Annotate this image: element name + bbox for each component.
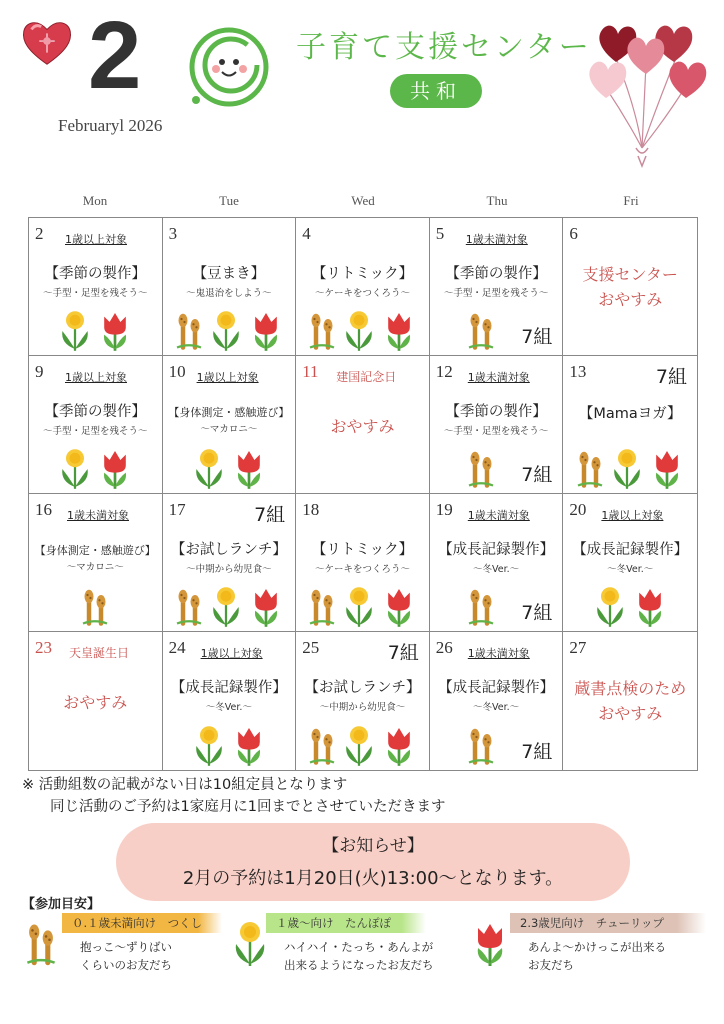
calendar-cell-4 bbox=[296, 218, 430, 356]
date-number: 2 bbox=[35, 224, 44, 243]
calendar-cell-9 bbox=[29, 356, 163, 494]
horsetail-icon bbox=[174, 585, 204, 629]
calendar-cell-5 bbox=[430, 218, 564, 356]
target-label: 1歳以上対象 bbox=[65, 371, 127, 384]
date-number: 4 bbox=[302, 224, 311, 243]
horsetail-icon bbox=[466, 724, 496, 768]
activity-icons bbox=[563, 585, 697, 629]
legend-desc-line: 抱っこ～ずりばい bbox=[80, 940, 172, 954]
smile-logo-icon bbox=[188, 26, 270, 108]
tulip-icon bbox=[97, 309, 133, 353]
activity-icons bbox=[296, 309, 429, 353]
activity-detail: ～冬Ver.～ bbox=[473, 564, 520, 575]
legend-desc-line: くらいのお友だち bbox=[80, 958, 172, 972]
heart-balloons-icon bbox=[576, 18, 716, 168]
tulip-icon bbox=[381, 585, 417, 629]
note-line-1: ※ 活動組数の記載がない日は10組定員となります bbox=[22, 777, 348, 793]
legend-desc-tulip bbox=[528, 938, 666, 974]
date-number: 3 bbox=[168, 224, 178, 243]
date-number: 16 bbox=[35, 500, 52, 519]
activity-icons bbox=[29, 585, 162, 629]
tulip-icon bbox=[381, 309, 417, 353]
date-number: 17 bbox=[168, 500, 186, 519]
calendar-cell-6 bbox=[563, 218, 697, 356]
dandelion-icon bbox=[208, 309, 244, 353]
activity-detail: ～冬Ver.～ bbox=[607, 564, 654, 575]
activity-title: 【リトミック】 bbox=[311, 542, 414, 558]
target-label: 1歳未満対象 bbox=[467, 509, 530, 522]
activity-detail: ～ケーキをつくろう～ bbox=[314, 288, 410, 299]
month-number: 2 bbox=[88, 2, 142, 109]
activity-detail: ～手型・足型を残そう～ bbox=[43, 426, 148, 437]
target-label: 1歳以上対象 bbox=[65, 233, 127, 246]
closed-notice bbox=[296, 414, 429, 439]
legend-desc-dandelion bbox=[284, 938, 434, 974]
calendar-cell-3 bbox=[163, 218, 297, 356]
group-count: 7組 bbox=[521, 741, 553, 763]
date-number: 26 bbox=[435, 638, 453, 657]
calendar-cell-24 bbox=[163, 632, 297, 770]
notes bbox=[22, 774, 445, 818]
activity-title: 【成長記録製作】 bbox=[572, 542, 689, 558]
weekday-tue: Tue bbox=[219, 193, 239, 208]
weekday-thu: Thu bbox=[486, 193, 508, 208]
activity-title: 【Mamaヨガ】 bbox=[578, 406, 682, 422]
holiday-name: 天皇誕生日 bbox=[69, 646, 130, 660]
closed-line: 支援センター bbox=[582, 265, 678, 284]
activity-title: 【身体測定・感触遊び】 bbox=[34, 544, 156, 557]
activity-detail: ～マカロニ～ bbox=[200, 424, 258, 435]
legend-desc-line: あんよ～かけっこが出来る bbox=[528, 940, 666, 954]
activity-title: 【成長記録製作】 bbox=[170, 680, 287, 696]
closed-line: おやすみ bbox=[598, 704, 663, 723]
tulip-icon bbox=[248, 585, 284, 629]
calendar-cell-10 bbox=[163, 356, 297, 494]
date-number: 20 bbox=[569, 500, 587, 519]
target-label: 1歳以上対象 bbox=[200, 647, 263, 660]
tulip-icon bbox=[248, 309, 284, 353]
header bbox=[0, 0, 724, 180]
note-line-2: 同じ活動のご予約は1家庭月に1回までとさせていただきます bbox=[50, 799, 446, 815]
closed-line: おやすみ bbox=[598, 290, 663, 309]
tulip-icon bbox=[381, 724, 417, 768]
group-count: 7組 bbox=[521, 602, 553, 624]
dandelion-icon bbox=[191, 447, 227, 491]
legend-label-dandelion: １歳～向け たんぽぽ bbox=[266, 913, 426, 933]
weekday-mon: Mon bbox=[82, 193, 108, 208]
date-number: 6 bbox=[569, 224, 578, 243]
legend-desc-horsetail bbox=[80, 938, 172, 974]
activity-icons bbox=[163, 447, 296, 491]
legend-desc-line: お友だち bbox=[528, 958, 574, 972]
activity-detail: ～中期から幼児食～ bbox=[186, 564, 272, 575]
activity-detail: ～手型・足型を残そう～ bbox=[443, 288, 549, 299]
activity-icons bbox=[563, 447, 697, 491]
legend-desc-line: ハイハイ・たっち・あんよが bbox=[284, 940, 434, 954]
date-number: 18 bbox=[302, 500, 320, 519]
date-number: 11 bbox=[302, 362, 319, 381]
calendar-cell-18 bbox=[296, 494, 430, 632]
legend-label-horsetail: ０.１歳未満向け つくし bbox=[62, 913, 222, 933]
group-count: 7組 bbox=[254, 504, 286, 526]
notice-box bbox=[116, 823, 630, 901]
calendar-cell-13 bbox=[563, 356, 697, 494]
date-number: 12 bbox=[435, 362, 453, 381]
horsetail-icon bbox=[307, 309, 337, 353]
month-label: Februaryl 2026 bbox=[58, 116, 163, 135]
horsetail-icon bbox=[174, 309, 204, 353]
calendar-cell-27 bbox=[563, 632, 697, 770]
horsetail-icon bbox=[307, 724, 337, 768]
target-label: 1歳未満対象 bbox=[467, 647, 530, 660]
target-label: 1歳未満対象 bbox=[467, 371, 530, 384]
activity-detail: ～冬Ver.～ bbox=[205, 702, 252, 713]
group-count: 7組 bbox=[521, 464, 553, 486]
activity-title: 【お試しランチ】 bbox=[170, 542, 287, 558]
date-number: 24 bbox=[168, 638, 186, 657]
dandelion-icon bbox=[592, 585, 628, 629]
notice-title: 【お知らせ】 bbox=[322, 836, 424, 856]
date-number: 10 bbox=[168, 362, 186, 381]
activity-icons bbox=[163, 309, 296, 353]
date-number: 25 bbox=[302, 638, 320, 657]
target-label: 1歳未満対象 bbox=[465, 233, 528, 246]
activity-title: 【季節の製作】 bbox=[44, 266, 147, 282]
date-number: 13 bbox=[569, 362, 587, 381]
calendar-cell-16 bbox=[29, 494, 163, 632]
activity-icons bbox=[163, 724, 296, 768]
horsetail-icon bbox=[80, 585, 110, 629]
activity-title: 【季節の製作】 bbox=[445, 266, 547, 282]
dandelion-icon bbox=[341, 724, 377, 768]
date-number: 27 bbox=[569, 638, 587, 657]
activity-title: 【成長記録製作】 bbox=[438, 680, 555, 696]
calendar-cell-19 bbox=[430, 494, 564, 632]
calendar-cell-23 bbox=[29, 632, 163, 770]
center-name: 子育て支援センター bbox=[296, 30, 592, 65]
activity-icons bbox=[430, 309, 563, 353]
tulip-icon bbox=[231, 724, 267, 768]
activity-detail: ～手型・足型を残そう～ bbox=[443, 426, 549, 437]
closed-line: おやすみ bbox=[330, 417, 395, 436]
activity-title: 【季節の製作】 bbox=[44, 404, 147, 420]
horsetail-icon bbox=[466, 585, 496, 629]
calendar-cell-20 bbox=[563, 494, 697, 632]
activity-icons bbox=[430, 724, 563, 768]
activity-icons bbox=[296, 585, 429, 629]
group-count: 7組 bbox=[387, 642, 419, 664]
activity-icons bbox=[430, 447, 563, 491]
center-tag: 共和 bbox=[390, 74, 482, 108]
activity-detail: ～冬Ver.～ bbox=[473, 702, 520, 713]
activity-icons bbox=[296, 724, 429, 768]
activity-title: 【お試しランチ】 bbox=[304, 680, 421, 696]
dandelion-icon bbox=[208, 585, 244, 629]
activity-title: 【リトミック】 bbox=[311, 266, 414, 282]
dandelion-icon bbox=[57, 309, 93, 353]
activity-detail: ～鬼退治をしよう～ bbox=[186, 288, 272, 299]
heart-icon bbox=[18, 14, 76, 72]
activity-detail: ～手型・足型を残そう～ bbox=[43, 288, 148, 299]
activity-title: 【身体測定・感触遊び】 bbox=[168, 406, 290, 419]
activity-title: 【豆まき】 bbox=[192, 266, 266, 282]
closed-line: 蔵書点検のため bbox=[574, 679, 687, 698]
calendar-cell-26 bbox=[430, 632, 564, 770]
date-number: 5 bbox=[435, 224, 445, 243]
activity-title: 【季節の製作】 bbox=[445, 404, 547, 420]
activity-icons bbox=[430, 585, 563, 629]
legend-desc-line: 出来るようになったお友だち bbox=[284, 958, 434, 972]
activity-detail: ～マカロニ～ bbox=[66, 562, 124, 573]
activity-detail: ～中期から幼児食～ bbox=[319, 702, 406, 713]
horsetail-icon bbox=[575, 447, 605, 491]
horsetail-icon bbox=[466, 447, 496, 491]
horsetail-icon bbox=[24, 918, 58, 970]
tulip-icon bbox=[632, 585, 668, 629]
dandelion-icon bbox=[341, 309, 377, 353]
calendar-grid bbox=[28, 217, 698, 771]
tulip-icon bbox=[231, 447, 267, 491]
activity-title: 【成長記録製作】 bbox=[438, 542, 555, 558]
date-number: 23 bbox=[35, 638, 52, 657]
group-count: 7組 bbox=[655, 366, 687, 388]
dandelion-icon bbox=[191, 724, 227, 768]
closed-notice bbox=[563, 262, 697, 312]
activity-icons bbox=[29, 447, 162, 491]
closed-line: おやすみ bbox=[63, 693, 128, 712]
calendar-cell-17 bbox=[163, 494, 297, 632]
target-label: 1歳以上対象 bbox=[196, 371, 259, 384]
weekday-wed: Wed bbox=[351, 193, 375, 208]
group-count: 7組 bbox=[521, 326, 553, 348]
target-label: 1歳以上対象 bbox=[601, 509, 664, 522]
closed-notice bbox=[563, 676, 697, 726]
horsetail-icon bbox=[466, 309, 496, 353]
horsetail-icon bbox=[307, 585, 337, 629]
weekday-fri: Fri bbox=[623, 193, 639, 208]
calendar-cell-11 bbox=[296, 356, 430, 494]
calendar-cell-12 bbox=[430, 356, 564, 494]
calendar-cell-25 bbox=[296, 632, 430, 770]
closed-notice bbox=[29, 690, 162, 715]
tulip-icon bbox=[470, 918, 510, 970]
dandelion-icon bbox=[609, 447, 645, 491]
tulip-icon bbox=[97, 447, 133, 491]
date-number: 19 bbox=[435, 500, 453, 519]
tulip-icon bbox=[649, 447, 685, 491]
notice-text: 2月の予約は1月20日(火)13:00～となります。 bbox=[182, 868, 564, 889]
dandelion-icon bbox=[341, 585, 377, 629]
activity-detail: ～ケーキをつくろう～ bbox=[314, 564, 410, 575]
dandelion-icon bbox=[230, 918, 270, 970]
activity-icons bbox=[163, 585, 296, 629]
date-number: 9 bbox=[35, 362, 44, 381]
legend-label-tulip: 2.3歳児向け チューリップ bbox=[510, 913, 706, 933]
dandelion-icon bbox=[57, 447, 93, 491]
target-label: 1歳未満対象 bbox=[67, 509, 129, 522]
activity-icons bbox=[29, 309, 162, 353]
calendar-cell-2 bbox=[29, 218, 163, 356]
guide-title: 【参加目安】 bbox=[22, 897, 101, 912]
holiday-name: 建国記念日 bbox=[336, 370, 397, 384]
weekday-headers bbox=[28, 193, 698, 213]
